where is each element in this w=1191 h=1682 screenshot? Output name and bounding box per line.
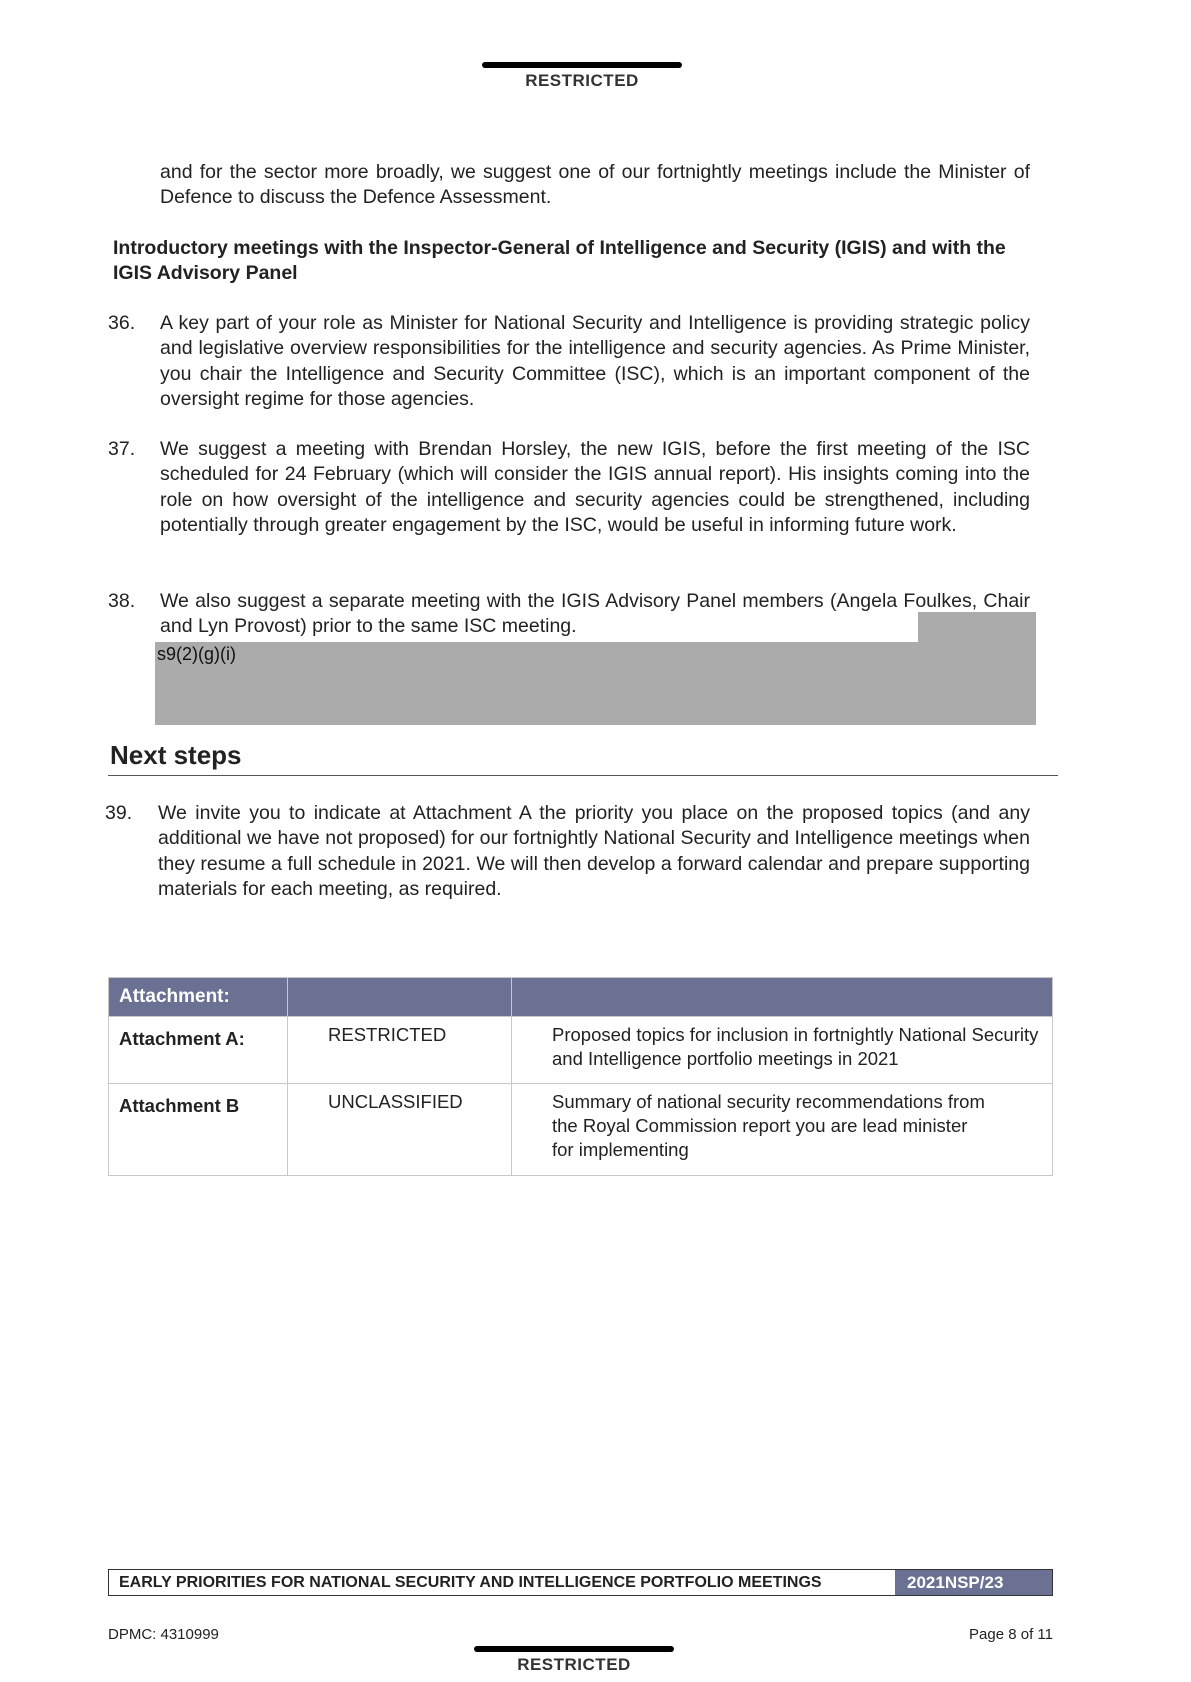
table-header-cell — [288, 978, 512, 1017]
paragraph-37: We suggest a meeting with Brendan Horsley, the new IGIS, before the first meeting of the ISC scheduled for 24 February (which will consider the IGIS annual report). His insights coming into the role on how oversight of the intelligence and security agencies could be strengthened, including potentially through greater engagement by the ISC, would be useful in informing future work. — [160, 438, 1030, 537]
section-heading: Introductory meetings with the Inspector-General of Intelligence and Security (IGIS) and with the IGIS Advisory Panel — [113, 237, 1006, 284]
continuation-paragraph: and for the sector more broadly, we suggest one of our fortnightly meetings include the Minister of Defence to discuss the Defence Assessment. — [160, 161, 1030, 209]
paragraph-38: We also suggest a separate meeting with the IGIS Advisory Panel members (Angela Foulkes, Chair and Lyn Provost) prior to the same ISC meeting. — [160, 590, 1030, 638]
table-header-cell — [512, 978, 1053, 1017]
heading-rule — [108, 775, 1058, 776]
classification-text: RESTRICTED — [517, 1655, 631, 1674]
para-number: 38. — [108, 590, 136, 612]
table-header-row — [109, 978, 1053, 1017]
attachment-classification: UNCLASSIFIED — [288, 1084, 512, 1176]
para-number: 39. — [105, 802, 133, 824]
paragraph-36: A key part of your role as Minister for National Security and Intelligence is providing strategic policy and legislative overview responsibilities for the intelligence and security agencies. As Prime Minister, you chair the Intelligence and Security Committee (ISC), which is an important component of the oversight regime for those agencies. — [160, 312, 1030, 411]
footer-title-box — [108, 1569, 1053, 1596]
attachment-name: Attachment B — [109, 1084, 288, 1176]
next-steps-heading: Next steps — [110, 740, 242, 770]
attachments-table — [108, 977, 1053, 1176]
footer-title: EARLY PRIORITIES FOR NATIONAL SECURITY AND INTELLIGENCE PORTFOLIO MEETINGS — [119, 1574, 822, 1591]
attachment-classification: RESTRICTED — [288, 1017, 512, 1084]
page-number: Page 8 of 11 — [969, 1626, 1053, 1643]
redaction-block — [918, 612, 1036, 644]
strike-bar — [474, 1646, 674, 1652]
redaction-block — [155, 642, 1036, 725]
strike-bar — [482, 62, 682, 68]
footer-ref: 2021NSP/23 — [895, 1570, 1052, 1595]
footer-classification — [474, 1646, 674, 1674]
attachment-description: Summary of national security recommendations from the Royal Commission report you are lead minister for implementing — [512, 1084, 1053, 1176]
table-row — [109, 1084, 1053, 1176]
paragraph-39: We invite you to indicate at Attachment A the priority you place on the proposed topics (and any additional we have not proposed) for our fortnightly National Security and Intelligence meetings when they resume a full schedule in 2021. We will then develop a forward calendar and prepare supporting materials for each meeting, as required. — [158, 802, 1030, 901]
table-row — [109, 1017, 1053, 1084]
table-header-cell: Attachment: — [109, 978, 288, 1017]
attachment-name: Attachment A: — [109, 1017, 288, 1084]
header-classification — [482, 62, 682, 90]
redaction-label: s9(2)(g)(i) — [157, 644, 236, 664]
para-number: 36. — [108, 312, 136, 334]
doc-id: DPMC: 4310999 — [108, 1626, 219, 1643]
para-number: 37. — [108, 438, 136, 460]
attachment-description: Proposed topics for inclusion in fortnightly National Security and Intelligence portfolio meetings in 2021 — [512, 1017, 1053, 1084]
classification-text: RESTRICTED — [525, 71, 639, 90]
